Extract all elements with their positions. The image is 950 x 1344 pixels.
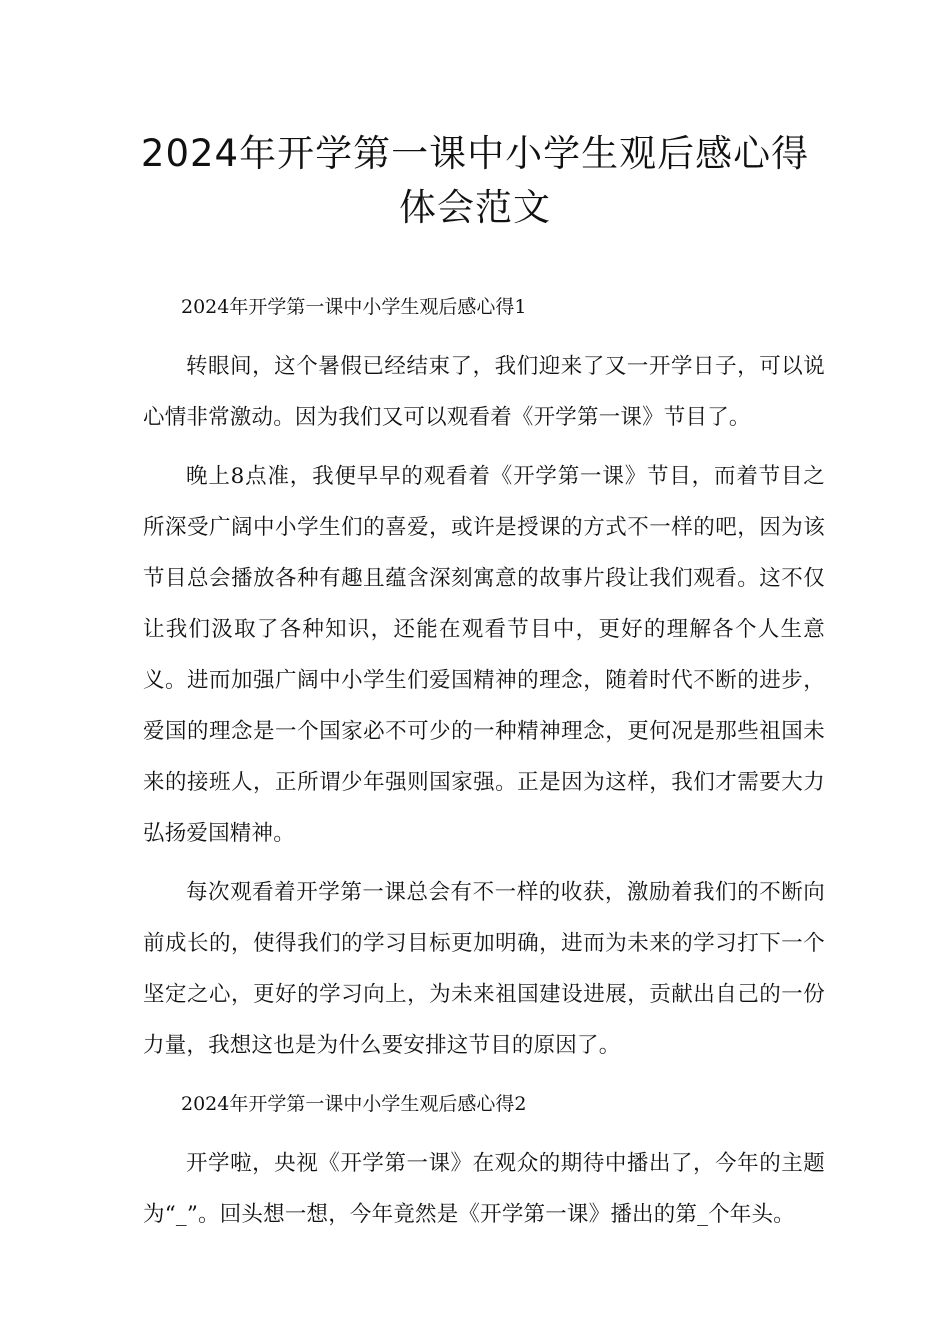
document-title-line-2: 体会范文	[399, 186, 551, 229]
paragraph: 转眼间，这个暑假已经结束了，我们迎来了又一开学日子，可以说心情非常激动。因为我们又可以观看着《开学第一课》节目了。	[143, 354, 825, 430]
section-heading-1: 2024年开学第一课中小学生观后感心得1	[181, 296, 527, 318]
document-title-line-1: 2024年开学第一课中小学生观后感心得	[140, 132, 810, 175]
paragraph: 每次观看着开学第一课总会有不一样的收获，激励着我们的不断向前成长的，使得我们的学习目标更加明确，进而为未来的学习打下一个坚定之心，更好的学习向上，为未来祖国建设进展，贡献出自己的一份力量，我想这也是为什么要安排这节目的原因了。	[143, 880, 825, 1058]
paragraph: 开学啦，央视《开学第一课》在观众的期待中播出了，今年的主题为“_”。回头想一想，今年竟然是《开学第一课》播出的第_个年头。	[143, 1151, 825, 1227]
paragraph: 晚上8点准，我便早早的观看着《开学第一课》节目，而着节目之所深受广阔中小学生们的喜爱，或许是授课的方式不一样的吧，因为该节目总会播放各种有趣且蕴含深刻寓意的故事片段让我们观看。这不仅让我们汲取了各种知识，还能在观看节目中，更好的理解各个人生意义。进而加强广阔中小学生们爱国精神的理念，随着时代不断的进步，爱国的理念是一个国家必不可少的一种精神理念，更何况是那些祖国未来的接班人，正所谓少年强则国家强。正是因为这样，我们才需要大力弘扬爱国精神。	[143, 464, 825, 846]
document-body	[143, 282, 825, 1248]
section-heading-2: 2024年开学第一课中小学生观后感心得2	[181, 1093, 527, 1115]
